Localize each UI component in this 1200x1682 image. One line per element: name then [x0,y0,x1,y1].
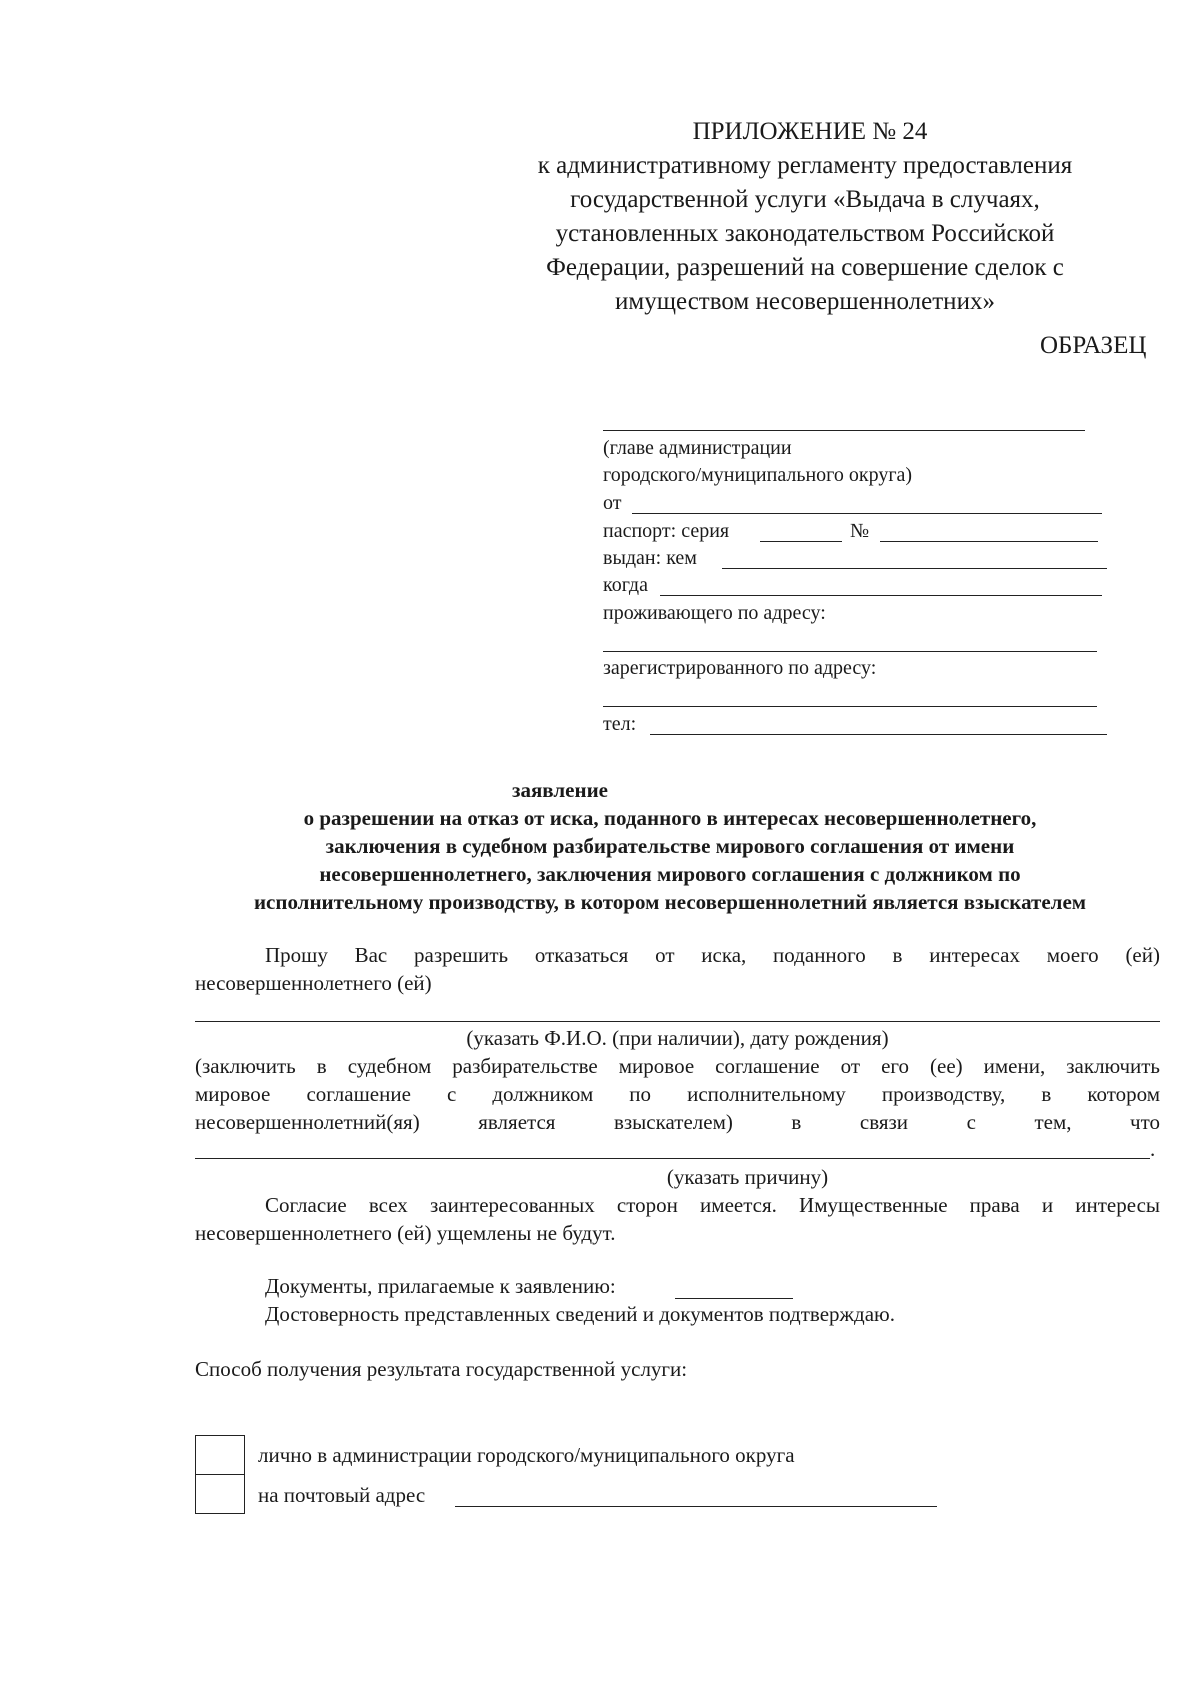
option-in-person-label: лично в администрации городского/муниципального округа [258,1443,795,1467]
phone-field[interactable] [650,734,1107,735]
alt-line-1: (заключить в судебном разбирательстве мировое соглашение от его (ее) имени, заключить [195,1054,1160,1078]
annex-line-4: Федерации, разрешений на совершение сделок с [546,254,1064,281]
option-post-label: на почтовый адрес [258,1483,426,1507]
passport-number-field[interactable] [880,541,1098,542]
application-subtitle-line-4: исполнительному производству, в котором несовершеннолетний является взыскателем [253,890,1087,914]
consent-line-2: несовершеннолетнего (ей) ущемлены не будут. [195,1221,616,1245]
delivery-method-label: Способ получения результата государственной услуги: [195,1357,688,1381]
alt-line-3: несовершеннолетний(яя) является взыскателем) в связи с тем, что [195,1110,1160,1134]
annex-header [500,115,1110,319]
postal-address-field[interactable] [455,1506,937,1507]
consent-line-1: Согласие всех заинтересованных сторон имеется. Имущественные права и интересы [265,1193,1160,1217]
documents-label: Документы, прилагаемые к заявлению: [265,1274,616,1298]
option-in-person-checkbox[interactable] [195,1435,245,1475]
application-subtitle-line-1: о разрешении на отказ от иска, поданного в интересах несовершеннолетнего, [303,806,1037,830]
annex-line-2: государственной услуги «Выдача в случаях, [570,186,1040,213]
documents-field[interactable] [675,1298,793,1299]
passport-series-field[interactable] [760,541,842,542]
application-title [100,776,1200,804]
registered-address-label: зарегистрированного по адресу: [603,657,877,679]
addressee-line-1: (главе администрации [603,437,792,459]
request-line-2: несовершеннолетнего (ей) [195,971,432,995]
fio-hint: (указать Ф.И.О. (при наличии), дату рождения) [466,1026,889,1050]
authenticity-statement: Достоверность представленных сведений и документов подтверждаю. [265,1302,895,1326]
annex-line-5: имуществом несовершеннолетних» [615,288,995,315]
living-address-field[interactable] [603,651,1097,652]
reason-field[interactable] [195,1158,1150,1159]
alt-line-2: мировое соглашение с должником по исполнительному производству, в котором [195,1082,1160,1106]
sample-label: ОБРАЗЕЦ [1040,332,1147,359]
application-subtitle [180,804,1160,916]
issued-by-label: выдан: кем [603,547,697,569]
application-subtitle-line-3: несовершеннолетнего, заключения мирового соглашения с должником по [319,862,1021,886]
addressee-line-2: городского/муниципального округа) [603,464,913,486]
addressee-name-line[interactable] [603,430,1085,431]
reason-end: . [1150,1137,1156,1161]
passport-number-label: № [850,520,870,542]
issued-when-field[interactable] [660,595,1102,596]
annex-title: ПРИЛОЖЕНИЕ № 24 [692,118,928,145]
issued-by-field[interactable] [722,568,1107,569]
reason-hint: (указать причину) [666,1165,829,1189]
issued-when-label: когда [603,574,648,596]
child-fio-field[interactable] [195,1021,1160,1022]
from-label: от [603,492,622,514]
living-address-label: проживающего по адресу: [603,602,826,624]
annex-line-3: установленных законодательством Российской [555,220,1055,247]
from-field[interactable] [632,513,1102,514]
phone-label: тел: [603,713,637,735]
application-title-main: заявление [512,778,608,802]
application-subtitle-line-2: заключения в судебном разбирательстве мирового соглашения от имени [325,834,1015,858]
option-post-checkbox[interactable] [195,1474,245,1514]
passport-series-label: паспорт: серия [603,520,730,542]
annex-line-1: к административному регламенту предоставления [537,152,1073,179]
registered-address-field[interactable] [603,706,1097,707]
request-line-1: Прошу Вас разрешить отказаться от иска, поданного в интересах моего (ей) [265,943,1160,967]
